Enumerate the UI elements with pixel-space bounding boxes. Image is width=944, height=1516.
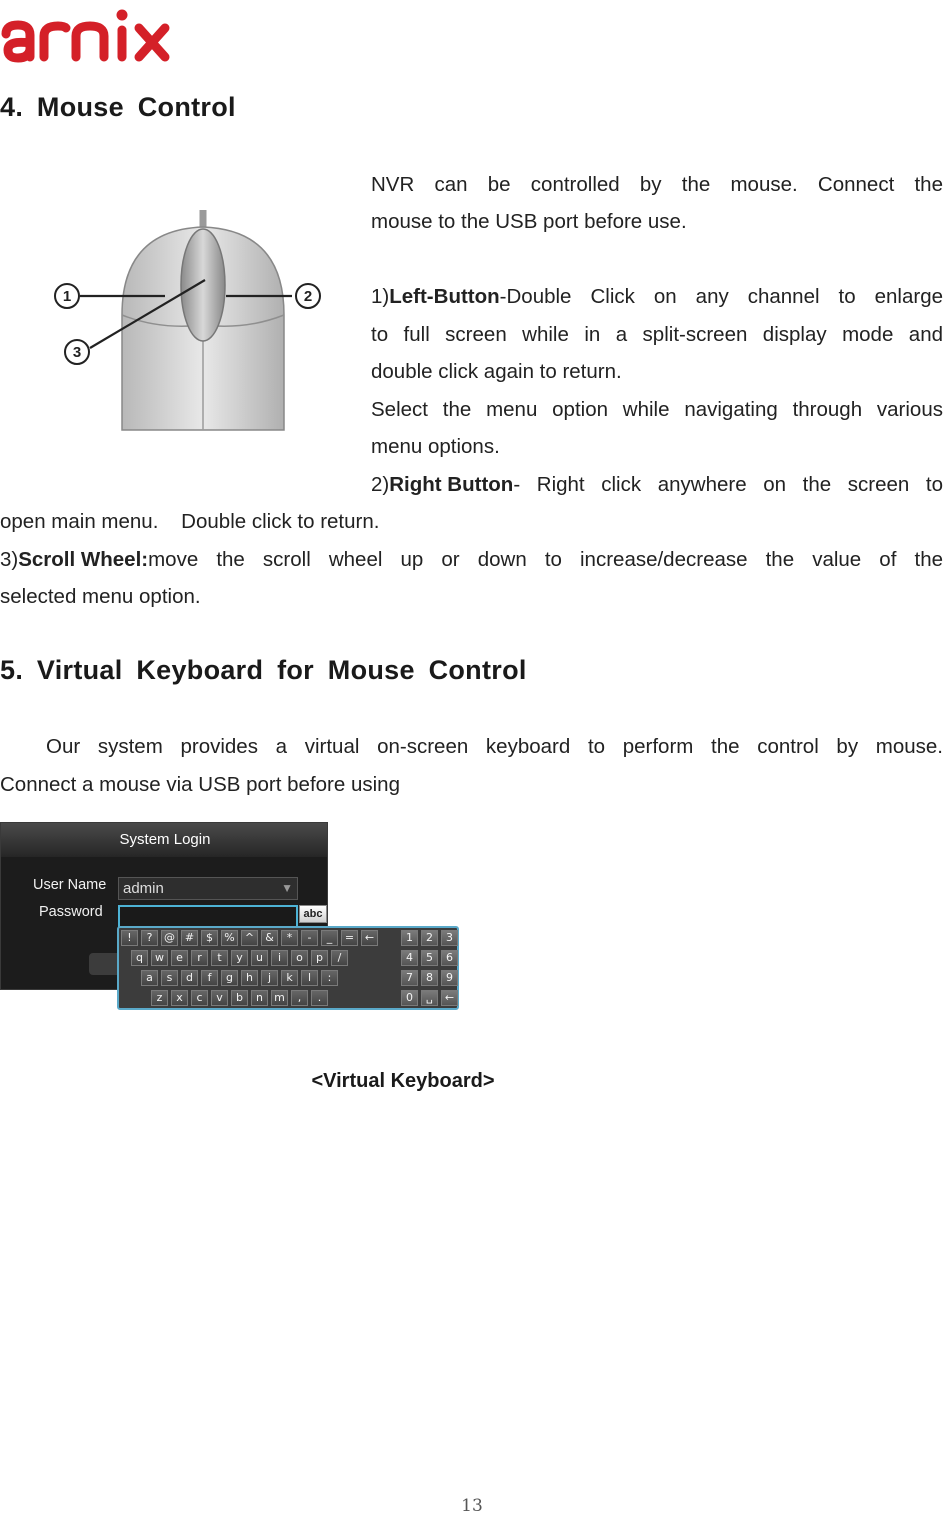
item-1-line-3: double click again to return.: [371, 360, 622, 383]
key-row2-4[interactable]: t: [211, 950, 228, 966]
item-3-line-1: [0, 541, 943, 579]
key-row2-1[interactable]: w: [151, 950, 168, 966]
key-row3-7[interactable]: k: [281, 970, 298, 986]
virtual-keyboard: [117, 926, 459, 1010]
keyboard-row-qwerty: [131, 950, 348, 966]
item-1-line-2: to full screen while in a split-screen display mode and: [371, 323, 943, 346]
item-1-term: Left-Button: [389, 285, 500, 308]
key-row2-5[interactable]: y: [231, 950, 248, 966]
key-row4-4[interactable]: b: [231, 990, 248, 1006]
user-name-value: admin: [123, 880, 164, 897]
key-row3-3[interactable]: f: [201, 970, 218, 986]
key-row1-12[interactable]: ←: [361, 930, 378, 946]
figure-caption: <Virtual Keyboard>: [311, 1070, 495, 1092]
item-3-term: Scroll Wheel:: [18, 548, 149, 571]
key-row1-3[interactable]: #: [181, 930, 198, 946]
page-number: 13: [461, 1496, 483, 1516]
intro-line-1: NVR can be controlled by the mouse. Connect the: [371, 173, 943, 196]
key-row2-7[interactable]: i: [271, 950, 288, 966]
key-row1-10[interactable]: _: [321, 930, 338, 946]
key-row1-1[interactable]: ?: [141, 930, 158, 946]
key-num4-2[interactable]: ←: [441, 990, 458, 1006]
key-row1-9[interactable]: -: [301, 930, 318, 946]
key-row3-9[interactable]: :: [321, 970, 338, 986]
key-row4-5[interactable]: n: [251, 990, 268, 1006]
key-row4-6[interactable]: m: [271, 990, 288, 1006]
keyboard-row-asdf: [141, 970, 338, 986]
key-num1-1[interactable]: 2: [421, 930, 438, 946]
callout-3: 3: [72, 344, 82, 361]
item-1-line-1: [371, 278, 943, 316]
key-row4-8[interactable]: .: [311, 990, 328, 1006]
key-row4-3[interactable]: v: [211, 990, 228, 1006]
key-num2-1[interactable]: 5: [421, 950, 438, 966]
item-3-desc: move the scroll wheel up or down to increase/decrease the value of the: [148, 548, 943, 571]
key-num4-1[interactable]: ␣: [421, 990, 438, 1006]
key-row4-0[interactable]: z: [151, 990, 168, 1006]
key-row1-2[interactable]: @: [161, 930, 178, 946]
item-2-line-1: [371, 466, 943, 504]
key-row3-2[interactable]: d: [181, 970, 198, 986]
intro-line-2: mouse to the USB port before use.: [371, 210, 687, 233]
section-4-heading: 4. Mouse Control: [0, 92, 236, 122]
dropdown-arrow-icon: ▼: [281, 881, 293, 895]
item-1-line-4: Select the menu option while navigating through various: [371, 398, 943, 421]
key-row1-11[interactable]: =: [341, 930, 358, 946]
section-5-para-line-2: Connect a mouse via USB port before using: [0, 773, 400, 796]
key-row3-6[interactable]: j: [261, 970, 278, 986]
key-num3-2[interactable]: 9: [441, 970, 458, 986]
key-num4-0[interactable]: 0: [401, 990, 418, 1006]
arnix-logo: [0, 0, 180, 68]
key-row4-7[interactable]: ,: [291, 990, 308, 1006]
key-row1-7[interactable]: &: [261, 930, 278, 946]
password-input[interactable]: [118, 905, 298, 928]
key-row2-8[interactable]: o: [291, 950, 308, 966]
item-2-term: Right Button: [389, 473, 514, 496]
dialog-title: System Login: [1, 823, 328, 857]
key-row2-6[interactable]: u: [251, 950, 268, 966]
item-3-line-2: selected menu option.: [0, 585, 201, 608]
key-num2-2[interactable]: 6: [441, 950, 458, 966]
section-5-para-line-1: Our system provides a virtual on-screen keyboard to perform the control by mouse.: [46, 735, 943, 758]
key-row4-2[interactable]: c: [191, 990, 208, 1006]
key-num1-0[interactable]: 1: [401, 930, 418, 946]
user-name-select[interactable]: [118, 877, 298, 900]
key-row1-6[interactable]: ^: [241, 930, 258, 946]
item-1-line-5: menu options.: [371, 435, 500, 458]
numpad-row-2: [401, 950, 458, 966]
mouse-illustration: [40, 205, 330, 440]
password-label: Password: [39, 904, 103, 920]
key-row3-5[interactable]: h: [241, 970, 258, 986]
callout-1: 1: [62, 288, 72, 305]
key-row3-0[interactable]: a: [141, 970, 158, 986]
key-row3-1[interactable]: s: [161, 970, 178, 986]
key-row2-9[interactable]: p: [311, 950, 328, 966]
key-num3-1[interactable]: 8: [421, 970, 438, 986]
key-row3-8[interactable]: l: [301, 970, 318, 986]
key-row2-0[interactable]: q: [131, 950, 148, 966]
numpad-row-4: [401, 990, 458, 1006]
key-row2-2[interactable]: e: [171, 950, 188, 966]
key-row1-8[interactable]: *: [281, 930, 298, 946]
keyboard-row-symbols: [121, 930, 378, 946]
key-num1-2[interactable]: 3: [441, 930, 458, 946]
item-2-desc: - Right click anywhere on the screen to: [513, 473, 943, 496]
key-row1-0[interactable]: !: [121, 930, 138, 946]
user-name-label: User Name: [33, 877, 107, 893]
key-row2-3[interactable]: r: [191, 950, 208, 966]
key-row4-1[interactable]: x: [171, 990, 188, 1006]
item-3-number: 3): [0, 548, 19, 571]
key-row3-4[interactable]: g: [221, 970, 238, 986]
numpad-row-3: [401, 970, 458, 986]
keyboard-row-zxcv: [151, 990, 328, 1006]
input-mode-toggle[interactable]: abc: [299, 905, 327, 923]
callout-2: 2: [303, 288, 313, 305]
item-1-desc: -Double Click on any channel to enlarge: [499, 285, 943, 308]
key-row1-4[interactable]: $: [201, 930, 218, 946]
key-row2-10[interactable]: /: [331, 950, 348, 966]
item-2-number: 2): [371, 473, 390, 496]
numpad-row-1: [401, 930, 458, 946]
key-num3-0[interactable]: 7: [401, 970, 418, 986]
key-num2-0[interactable]: 4: [401, 950, 418, 966]
section-5-heading: 5. Virtual Keyboard for Mouse Control: [0, 655, 527, 685]
key-row1-5[interactable]: %: [221, 930, 238, 946]
item-1-number: 1): [371, 285, 390, 308]
item-2-line-2: open main menu. Double click to return.: [0, 510, 380, 533]
